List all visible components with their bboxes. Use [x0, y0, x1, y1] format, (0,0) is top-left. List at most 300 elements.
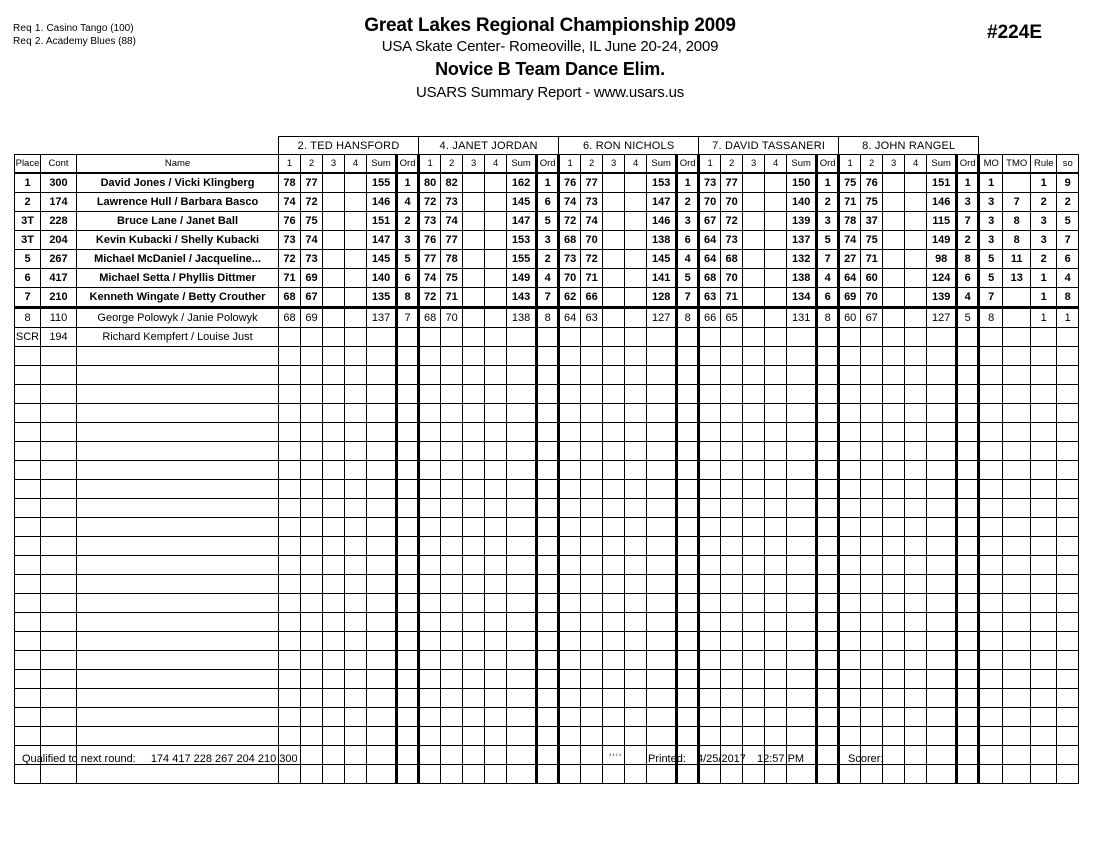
cell-judge0-score2	[301, 727, 323, 746]
cell-judge4-score2: 71	[861, 250, 883, 269]
report-header	[0, 14, 1100, 104]
band-tail-spacer	[979, 137, 1079, 155]
cell-judge1-sum	[507, 423, 537, 442]
header-j6-s2: 2	[581, 155, 603, 174]
cell-judge4-score4	[905, 461, 927, 480]
cell-judge3-ordinal: 4	[817, 269, 839, 288]
cell-place: 3T	[15, 231, 41, 250]
cell-contestant-number	[41, 442, 77, 461]
cell-judge0-sum: 135	[367, 288, 397, 308]
cell-judge4-score4	[905, 480, 927, 499]
qualified-numbers: 174 417 228 267 204 210 300	[150, 753, 298, 765]
cell-judge1-score1: 76	[419, 231, 441, 250]
cell-judge3-score4	[765, 347, 787, 366]
requirement-text: Casino Tango (100)	[46, 23, 134, 34]
cell-judge2-score4	[625, 212, 647, 231]
cell-judge1-score2: 73	[441, 193, 463, 212]
cell-judge3-score4	[765, 212, 787, 231]
cell-judge0-score3	[323, 461, 345, 480]
cell-rule	[1031, 404, 1057, 423]
table-row-empty[interactable]	[15, 461, 1079, 480]
table-row[interactable]	[15, 231, 1079, 250]
table-row-empty[interactable]	[15, 423, 1079, 442]
cell-tmo	[1003, 670, 1031, 689]
cell-judge0-score3	[323, 480, 345, 499]
table-row-empty[interactable]	[15, 385, 1079, 404]
cell-judge4-score3	[883, 347, 905, 366]
cell-judge0-score2	[301, 670, 323, 689]
cell-judge0-ordinal: 7	[397, 308, 419, 328]
cell-judge4-score4	[905, 442, 927, 461]
cell-judge0-score2: 75	[301, 212, 323, 231]
table-row-empty[interactable]	[15, 670, 1079, 689]
cell-rule	[1031, 537, 1057, 556]
cell-judge0-ordinal	[397, 442, 419, 461]
cell-judge1-score2	[441, 632, 463, 651]
cell-place	[15, 423, 41, 442]
header-j7-s3: 3	[743, 155, 765, 174]
cell-judge0-ordinal: 8	[397, 288, 419, 308]
cell-judge4-sum	[927, 708, 957, 727]
cell-judge0-score2: 69	[301, 308, 323, 328]
cell-judge1-score4	[485, 404, 507, 423]
cell-judge2-score2	[581, 366, 603, 385]
cell-judge1-ordinal	[537, 347, 559, 366]
cell-judge1-ordinal: 5	[537, 212, 559, 231]
cell-judge3-sum	[787, 404, 817, 423]
cell-judge4-score4	[905, 308, 927, 328]
cell-so	[1057, 366, 1079, 385]
cell-judge0-ordinal	[397, 708, 419, 727]
cell-judge1-sum: 145	[507, 193, 537, 212]
cell-mo	[979, 556, 1003, 575]
cell-judge4-ordinal	[957, 347, 979, 366]
cell-judge3-score2: 71	[721, 288, 743, 308]
cell-judge0-score3	[323, 231, 345, 250]
cell-judge1-score1	[419, 594, 441, 613]
cell-judge0-score2	[301, 480, 323, 499]
table-row-empty[interactable]	[15, 613, 1079, 632]
cell-judge0-ordinal: 3	[397, 231, 419, 250]
table-row-empty[interactable]	[15, 632, 1079, 651]
cell-judge4-score4	[905, 670, 927, 689]
cell-judge4-sum	[927, 423, 957, 442]
cell-judge4-score2: 76	[861, 173, 883, 193]
cell-judge2-score4	[625, 173, 647, 193]
table-row[interactable]	[15, 212, 1079, 231]
cell-contestant-number	[41, 727, 77, 746]
cell-judge0-score4	[345, 708, 367, 727]
cell-team-name	[77, 708, 279, 727]
table-row[interactable]	[15, 250, 1079, 269]
cell-judge1-score2	[441, 423, 463, 442]
cell-judge3-ordinal: 7	[817, 250, 839, 269]
cell-judge4-score2	[861, 537, 883, 556]
cell-team-name	[77, 670, 279, 689]
table-row-empty[interactable]	[15, 537, 1079, 556]
cell-so: 7	[1057, 231, 1079, 250]
table-row[interactable]	[15, 193, 1079, 212]
table-row-empty[interactable]	[15, 404, 1079, 423]
cell-judge3-score4	[765, 594, 787, 613]
cell-judge0-sum: 151	[367, 212, 397, 231]
cell-judge1-score1	[419, 556, 441, 575]
cell-judge2-sum	[647, 423, 677, 442]
cell-judge3-sum	[787, 480, 817, 499]
cell-judge4-score4	[905, 231, 927, 250]
cell-judge3-sum: 132	[787, 250, 817, 269]
cell-judge1-score2	[441, 556, 463, 575]
cell-judge1-sum	[507, 613, 537, 632]
cell-judge1-score3	[463, 613, 485, 632]
cell-judge4-score3	[883, 404, 905, 423]
cell-judge4-sum	[927, 366, 957, 385]
cell-judge0-score3	[323, 442, 345, 461]
cell-judge1-score1	[419, 423, 441, 442]
cell-judge3-score2	[721, 404, 743, 423]
requirement-label: Req 1.	[13, 23, 44, 34]
cell-judge1-sum: 149	[507, 269, 537, 288]
cell-mo: 3	[979, 193, 1003, 212]
table-row-empty[interactable]	[15, 366, 1079, 385]
cell-judge1-score4	[485, 423, 507, 442]
cell-judge0-sum	[367, 442, 397, 461]
cell-tmo	[1003, 613, 1031, 632]
cell-place	[15, 632, 41, 651]
cell-judge3-sum	[787, 689, 817, 708]
table-row-empty[interactable]	[15, 594, 1079, 613]
table-row-empty[interactable]	[15, 556, 1079, 575]
header-j6-ord: Ord	[677, 155, 699, 174]
cell-judge0-sum	[367, 385, 397, 404]
cell-judge3-ordinal	[817, 480, 839, 499]
cell-judge4-score2	[861, 651, 883, 670]
table-row[interactable]	[15, 269, 1079, 288]
cell-judge2-score4	[625, 328, 647, 347]
table-row-empty[interactable]	[15, 575, 1079, 594]
cell-judge3-score1: 70	[699, 193, 721, 212]
table-row-empty[interactable]	[15, 442, 1079, 461]
cell-judge3-sum: 150	[787, 173, 817, 193]
cell-judge0-score3	[323, 651, 345, 670]
cell-judge2-score2	[581, 328, 603, 347]
cell-judge2-score3	[603, 288, 625, 308]
cell-judge2-score3	[603, 173, 625, 193]
cell-place	[15, 594, 41, 613]
cell-judge3-score4	[765, 575, 787, 594]
table-row[interactable]	[15, 328, 1079, 347]
cell-mo	[979, 518, 1003, 537]
cell-judge4-score1: 75	[839, 173, 861, 193]
cell-judge3-score4	[765, 442, 787, 461]
cell-tmo	[1003, 385, 1031, 404]
cell-judge4-sum: 124	[927, 269, 957, 288]
cell-contestant-number	[41, 480, 77, 499]
cell-place: 8	[15, 308, 41, 328]
cell-judge3-ordinal	[817, 442, 839, 461]
cell-judge0-score1	[279, 613, 301, 632]
cell-judge0-score2	[301, 442, 323, 461]
cell-judge1-sum	[507, 499, 537, 518]
cell-judge3-score1	[699, 423, 721, 442]
cell-judge1-ordinal	[537, 461, 559, 480]
cell-judge2-ordinal	[677, 423, 699, 442]
cell-judge2-score1	[559, 480, 581, 499]
cell-so: 5	[1057, 212, 1079, 231]
cell-tmo	[1003, 480, 1031, 499]
cell-contestant-number	[41, 385, 77, 404]
cell-tmo: 8	[1003, 212, 1031, 231]
cell-judge4-sum	[927, 727, 957, 746]
cell-judge0-ordinal	[397, 632, 419, 651]
cell-judge2-score4	[625, 423, 647, 442]
cell-judge0-score4	[345, 173, 367, 193]
cell-judge1-score3	[463, 461, 485, 480]
cell-judge3-ordinal	[817, 537, 839, 556]
table-row[interactable]	[15, 288, 1079, 308]
cell-team-name: Lawrence Hull / Barbara Basco	[77, 193, 279, 212]
cell-judge1-score3	[463, 347, 485, 366]
table-row-empty[interactable]	[15, 651, 1079, 670]
cell-judge0-score3	[323, 404, 345, 423]
cell-judge0-sum	[367, 480, 397, 499]
cell-judge1-sum	[507, 480, 537, 499]
cell-judge0-ordinal: 6	[397, 269, 419, 288]
cell-tmo	[1003, 288, 1031, 308]
cell-judge2-score1	[559, 442, 581, 461]
cell-contestant-number: 194	[41, 328, 77, 347]
cell-judge1-score4	[485, 651, 507, 670]
cell-judge3-score3	[743, 708, 765, 727]
cell-mo	[979, 366, 1003, 385]
cell-judge3-score4	[765, 308, 787, 328]
cell-judge4-score1: 78	[839, 212, 861, 231]
table-row-empty[interactable]	[15, 727, 1079, 746]
cell-judge4-score4	[905, 328, 927, 347]
header-tmo: TMO	[1003, 155, 1031, 174]
cell-judge3-score3	[743, 212, 765, 231]
cell-judge4-sum: 151	[927, 173, 957, 193]
table-row[interactable]	[15, 173, 1079, 193]
cell-judge0-score2	[301, 689, 323, 708]
cell-judge0-score2: 72	[301, 193, 323, 212]
cell-judge1-score4	[485, 288, 507, 308]
cell-rule	[1031, 385, 1057, 404]
cell-judge0-score1	[279, 594, 301, 613]
cell-judge2-ordinal	[677, 385, 699, 404]
cell-judge0-score4	[345, 518, 367, 537]
cell-judge1-ordinal	[537, 727, 559, 746]
cell-judge4-ordinal: 6	[957, 269, 979, 288]
cell-judge2-score1	[559, 347, 581, 366]
cell-judge3-score3	[743, 556, 765, 575]
cell-so	[1057, 499, 1079, 518]
cell-judge1-ordinal	[537, 366, 559, 385]
cell-judge4-score4	[905, 518, 927, 537]
cell-judge4-score2	[861, 518, 883, 537]
cell-judge0-score1	[279, 461, 301, 480]
cell-so	[1057, 518, 1079, 537]
cell-judge4-score2	[861, 328, 883, 347]
cell-judge1-score4	[485, 385, 507, 404]
cell-judge0-ordinal: 1	[397, 173, 419, 193]
cell-judge3-sum	[787, 366, 817, 385]
cell-rule	[1031, 442, 1057, 461]
cell-team-name	[77, 366, 279, 385]
cell-judge2-score3	[603, 404, 625, 423]
cell-judge2-score1	[559, 708, 581, 727]
cell-judge3-score2	[721, 727, 743, 746]
header-j8-s4: 4	[905, 155, 927, 174]
cell-judge2-sum	[647, 537, 677, 556]
cell-judge4-score1	[839, 499, 861, 518]
cell-rule	[1031, 613, 1057, 632]
cell-judge1-ordinal	[537, 385, 559, 404]
requirement-label: Req 2.	[13, 36, 44, 47]
cell-judge2-score3	[603, 193, 625, 212]
cell-judge2-score1: 62	[559, 288, 581, 308]
cell-judge2-score1	[559, 727, 581, 746]
cell-judge2-score2: 70	[581, 231, 603, 250]
band-spacer	[15, 137, 279, 155]
cell-judge4-score3	[883, 288, 905, 308]
cell-judge1-score3	[463, 385, 485, 404]
cell-judge4-score3	[883, 708, 905, 727]
cell-judge4-score2: 67	[861, 308, 883, 328]
cell-judge2-score4	[625, 231, 647, 250]
cell-judge3-score3	[743, 727, 765, 746]
cell-judge2-ordinal	[677, 328, 699, 347]
cell-judge3-ordinal	[817, 499, 839, 518]
table-row-empty[interactable]	[15, 347, 1079, 366]
cell-judge3-sum	[787, 651, 817, 670]
cell-judge3-ordinal: 6	[817, 288, 839, 308]
cell-so	[1057, 632, 1079, 651]
cell-judge4-score2	[861, 670, 883, 689]
cell-judge1-sum	[507, 575, 537, 594]
cell-judge4-score2	[861, 499, 883, 518]
table-row-empty[interactable]	[15, 499, 1079, 518]
cell-judge3-score2: 65	[721, 308, 743, 328]
cell-judge4-score4	[905, 556, 927, 575]
cell-judge1-sum	[507, 651, 537, 670]
cell-team-name	[77, 442, 279, 461]
table-row-empty[interactable]	[15, 480, 1079, 499]
cell-judge4-ordinal	[957, 594, 979, 613]
cell-judge0-score1: 71	[279, 269, 301, 288]
cell-so	[1057, 347, 1079, 366]
cell-judge2-score1	[559, 499, 581, 518]
cell-judge3-score1: 64	[699, 250, 721, 269]
cell-tmo: 11	[1003, 250, 1031, 269]
cell-judge1-score3	[463, 442, 485, 461]
cell-place: 7	[15, 288, 41, 308]
cell-judge3-score3	[743, 689, 765, 708]
cell-judge0-sum: 137	[367, 308, 397, 328]
cell-judge1-sum: 138	[507, 308, 537, 328]
cell-place: 6	[15, 269, 41, 288]
cell-judge2-score2	[581, 385, 603, 404]
header-j4-s1: 1	[419, 155, 441, 174]
cell-judge2-score3	[603, 308, 625, 328]
cell-judge2-score3	[603, 212, 625, 231]
cell-judge0-score1	[279, 727, 301, 746]
cell-judge0-score3	[323, 670, 345, 689]
cell-so	[1057, 423, 1079, 442]
cell-judge0-sum	[367, 499, 397, 518]
results-table-body	[15, 137, 1079, 784]
cell-mo	[979, 537, 1003, 556]
cell-judge2-score2	[581, 442, 603, 461]
cell-contestant-number	[41, 670, 77, 689]
table-row[interactable]	[15, 308, 1079, 328]
cell-judge1-score4	[485, 518, 507, 537]
cell-so: 8	[1057, 288, 1079, 308]
cell-judge3-score2	[721, 461, 743, 480]
cell-judge2-ordinal	[677, 632, 699, 651]
cell-judge3-score3	[743, 480, 765, 499]
cell-judge4-sum	[927, 404, 957, 423]
cell-mo: 3	[979, 212, 1003, 231]
cell-judge1-score3	[463, 423, 485, 442]
cell-judge4-score2	[861, 613, 883, 632]
cell-judge2-score1	[559, 518, 581, 537]
table-row-empty[interactable]	[15, 689, 1079, 708]
cell-tmo	[1003, 366, 1031, 385]
column-header-row	[15, 155, 1079, 174]
cell-judge3-score1	[699, 575, 721, 594]
cell-judge3-ordinal	[817, 366, 839, 385]
cell-judge0-score4	[345, 328, 367, 347]
cell-judge4-score1: 71	[839, 193, 861, 212]
cell-judge1-score4	[485, 231, 507, 250]
cell-judge3-sum	[787, 537, 817, 556]
cell-judge1-score3	[463, 328, 485, 347]
cell-judge4-score3	[883, 269, 905, 288]
cell-judge1-sum	[507, 442, 537, 461]
table-row-empty[interactable]	[15, 708, 1079, 727]
cell-judge4-score3	[883, 212, 905, 231]
header-j2-s4: 4	[345, 155, 367, 174]
cell-judge4-score1	[839, 461, 861, 480]
cell-judge4-ordinal: 8	[957, 250, 979, 269]
cell-judge0-ordinal	[397, 651, 419, 670]
cell-contestant-number	[41, 347, 77, 366]
cell-rule	[1031, 328, 1057, 347]
cell-judge1-sum	[507, 537, 537, 556]
cell-judge1-score2	[441, 727, 463, 746]
cell-tmo	[1003, 499, 1031, 518]
cell-judge0-ordinal	[397, 347, 419, 366]
cell-judge3-score2	[721, 480, 743, 499]
cell-judge4-sum	[927, 328, 957, 347]
printed-line	[648, 753, 804, 765]
cell-judge3-score1	[699, 404, 721, 423]
cell-judge4-score3	[883, 594, 905, 613]
cell-rule	[1031, 480, 1057, 499]
cell-judge2-sum: 127	[647, 308, 677, 328]
cell-place	[15, 366, 41, 385]
table-row-empty[interactable]	[15, 518, 1079, 537]
cell-judge3-ordinal: 5	[817, 231, 839, 250]
cell-judge0-sum	[367, 366, 397, 385]
cell-contestant-number: 300	[41, 173, 77, 193]
cell-judge0-score3	[323, 708, 345, 727]
cell-so	[1057, 404, 1079, 423]
cell-judge2-score3	[603, 269, 625, 288]
cell-judge3-score3	[743, 442, 765, 461]
cell-judge4-score4	[905, 651, 927, 670]
